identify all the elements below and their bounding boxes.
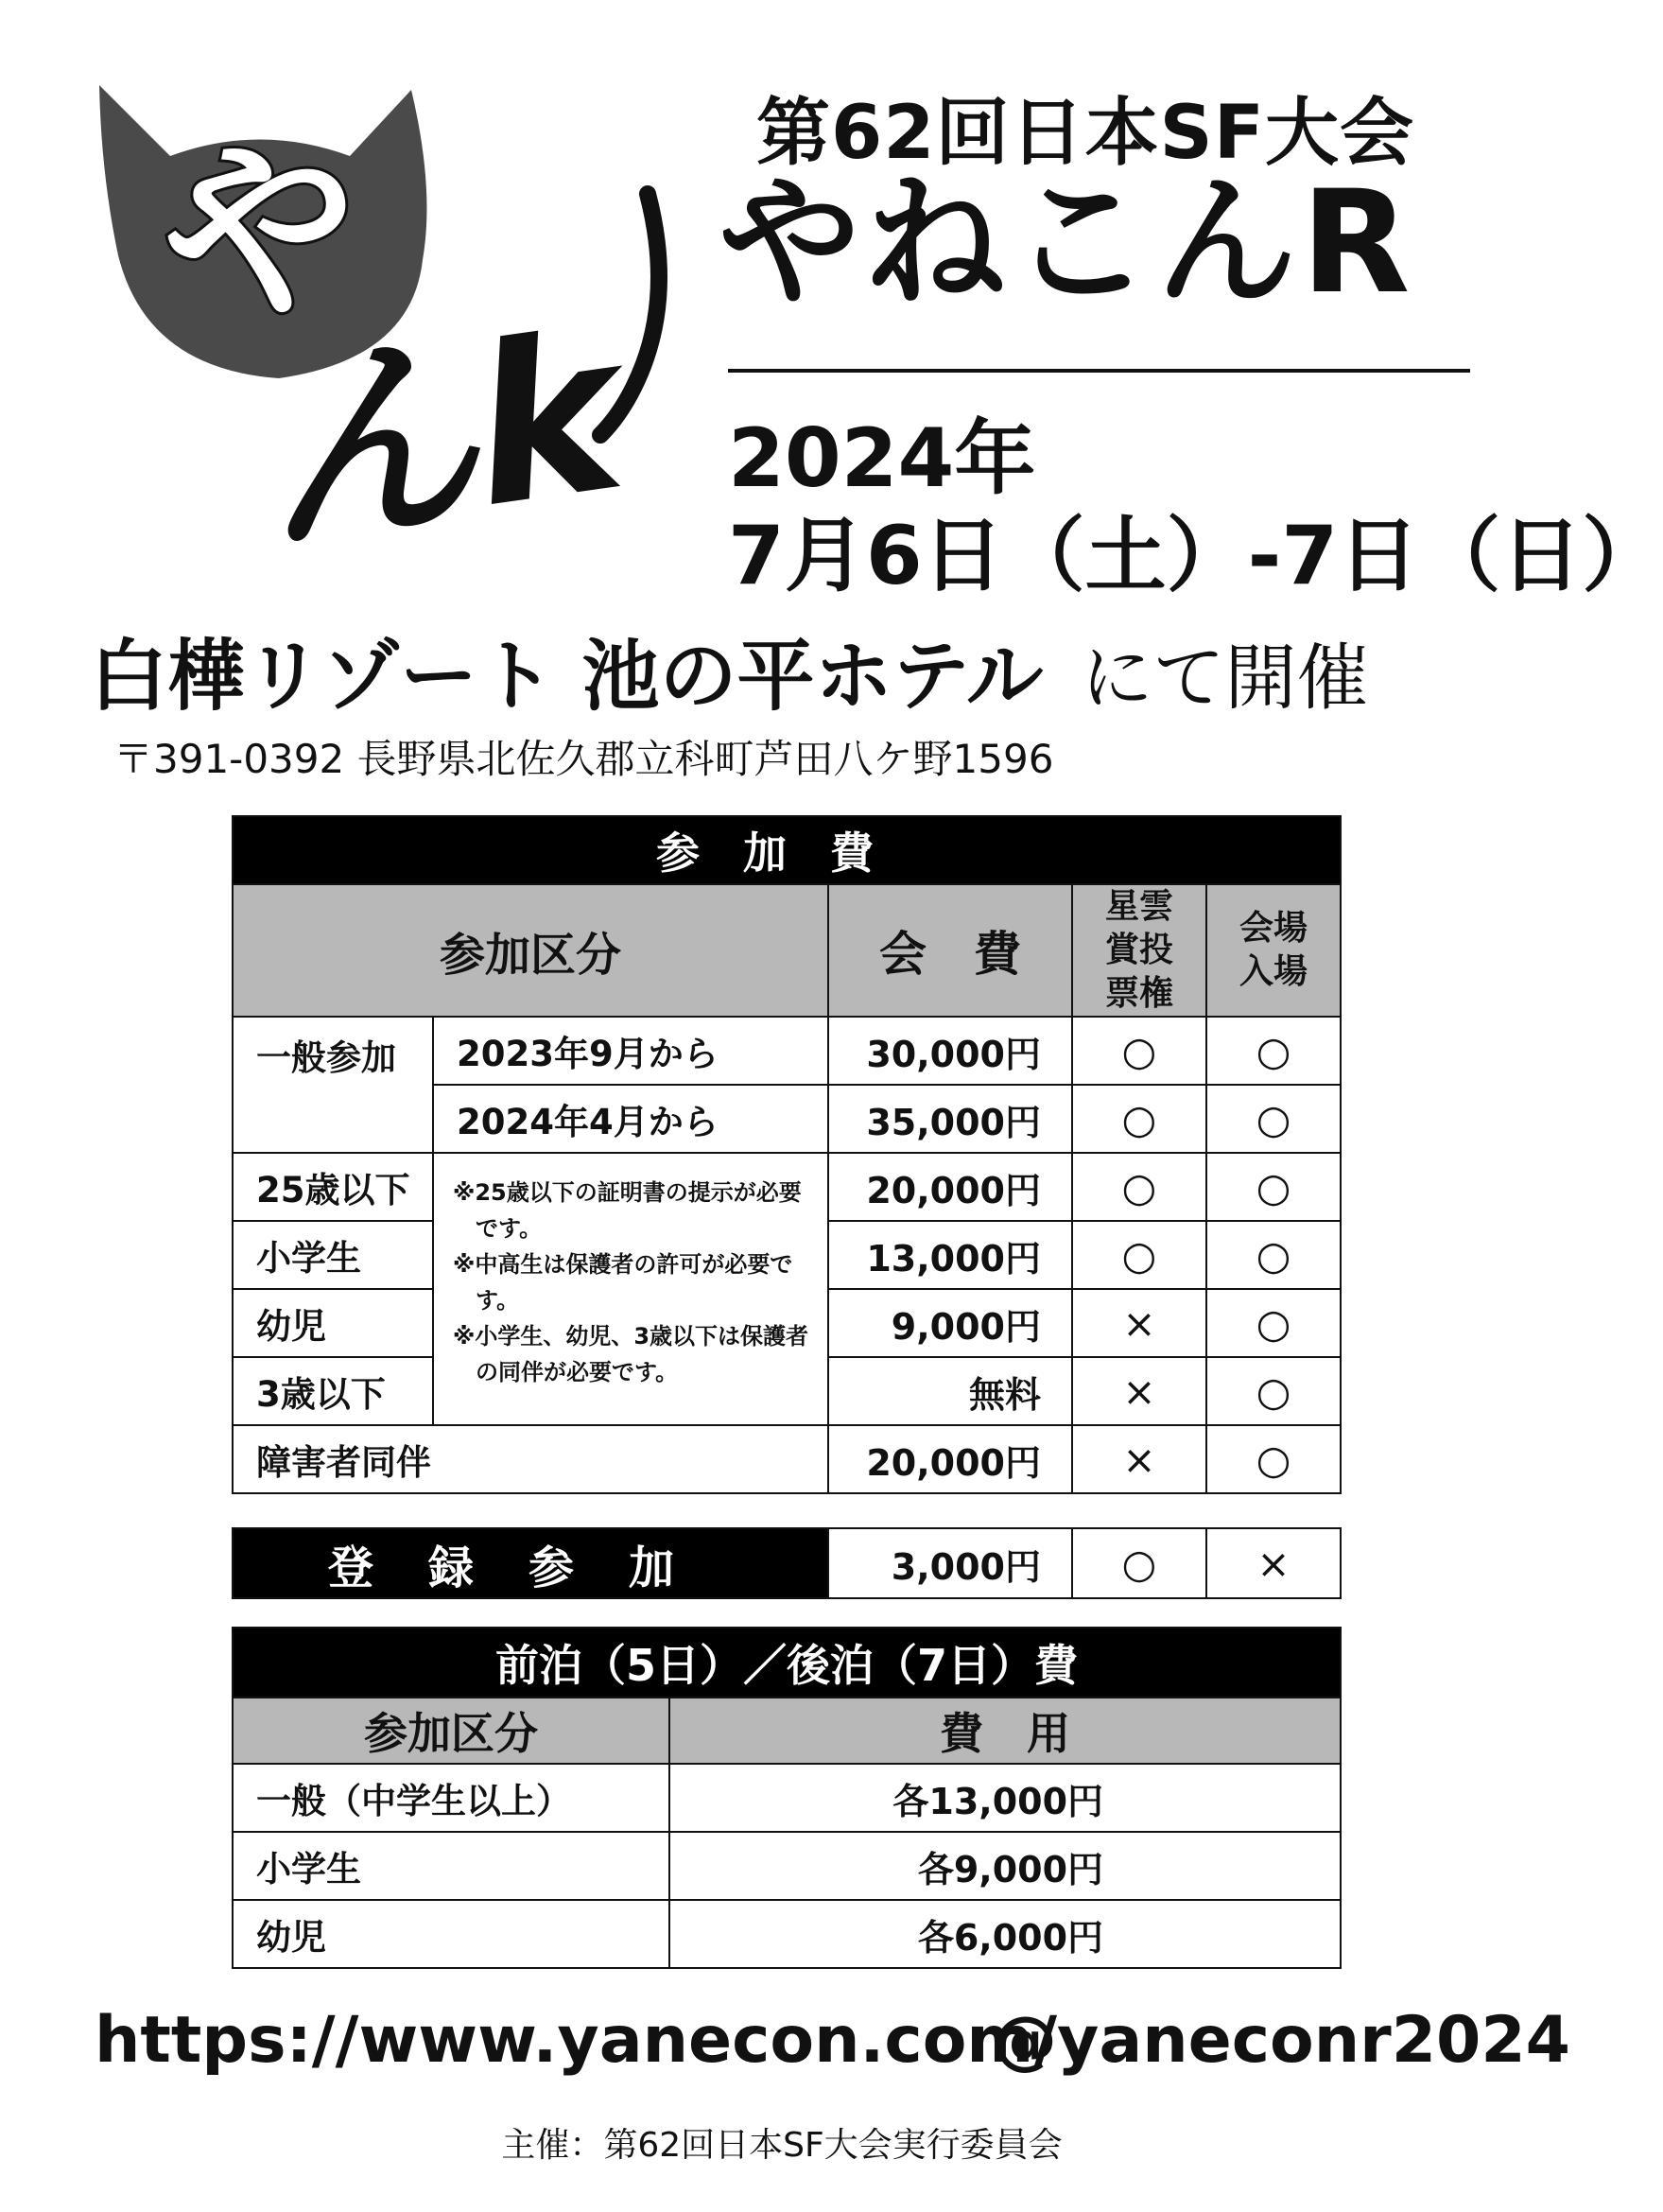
website-url[interactable]: https://www.yanecon.com/	[95, 2003, 1058, 2078]
row-label: 小学生	[233, 1832, 669, 1900]
row-label: 一般（中学生以上）	[233, 1764, 669, 1832]
table-row	[233, 1832, 1341, 1900]
vote-mark: ○	[1072, 1017, 1206, 1085]
venue-mark: ○	[1206, 1425, 1341, 1493]
header-venue: 会場入場	[1206, 884, 1341, 1017]
note-item: ※25歳以下の証明書の提示が必要です。	[453, 1179, 802, 1242]
stay-header-category: 参加区分	[233, 1698, 669, 1764]
registration-fee: 3,000円	[828, 1528, 1072, 1598]
header-fee: 会 費	[828, 884, 1072, 1017]
venue-address: 〒391-0392 長野県北佐久郡立科町芦田八ケ野1596	[113, 736, 1054, 782]
row-fee: 13,000円	[828, 1221, 1072, 1289]
venue-suffix: にて開催	[1081, 636, 1369, 720]
event-subtitle: 第62回日本SF大会	[756, 91, 1415, 176]
row-label: 障害者同伴	[233, 1425, 828, 1493]
venue-mark: ○	[1206, 1221, 1341, 1289]
row-fee: 20,000円	[828, 1425, 1072, 1493]
vote-mark: ○	[1072, 1153, 1206, 1221]
event-year: 2024年	[728, 411, 1036, 506]
venue-mark: ○	[1206, 1153, 1341, 1221]
vote-mark: ×	[1072, 1425, 1206, 1493]
general-label: 一般参加	[233, 1017, 433, 1153]
row-fee: 20,000円	[828, 1153, 1072, 1221]
vote-mark: ○	[1072, 1085, 1206, 1153]
notes-cell	[433, 1153, 828, 1425]
vote-mark: ×	[1072, 1357, 1206, 1425]
row-fee: 無料	[828, 1357, 1072, 1425]
table-row	[233, 1153, 1341, 1221]
logo-text-top: や	[140, 98, 384, 367]
row-label: 2023年9月から	[433, 1017, 828, 1085]
fee-table	[232, 815, 1342, 1494]
row-fee: 30,000円	[828, 1017, 1072, 1085]
registration-label: 登録参加	[233, 1528, 828, 1598]
row-fee: 各13,000円	[669, 1764, 1341, 1832]
vote-mark: ○	[1072, 1528, 1206, 1598]
venue-name: 白樺リゾート 池の平ホテル	[90, 632, 1044, 722]
stay-header-fee: 費 用	[669, 1698, 1341, 1764]
venue-line	[90, 615, 1368, 725]
logo-text-bottom: んk	[241, 286, 636, 587]
row-fee: 各9,000円	[669, 1832, 1341, 1900]
row-fee: 35,000円	[828, 1085, 1072, 1153]
title-divider	[728, 369, 1470, 373]
note-item: ※小学生、幼児、3歳以下は保護者の同伴が必要です。	[453, 1323, 809, 1385]
table-row	[233, 1017, 1341, 1085]
row-fee: 9,000円	[828, 1289, 1072, 1357]
header-vote: 星雲賞投票権	[1072, 884, 1206, 1017]
row-label: 2024年4月から	[433, 1085, 828, 1153]
event-title: やねこんR	[719, 161, 1414, 325]
row-label: 幼児	[233, 1900, 669, 1968]
yanecon-logo	[90, 85, 695, 587]
table-row	[233, 1764, 1341, 1832]
venue-mark: ○	[1206, 1357, 1341, 1425]
row-label: 幼児	[233, 1289, 433, 1357]
social-handle[interactable]: @yaneconr2024	[993, 2003, 1570, 2078]
registration-table	[232, 1527, 1342, 1599]
row-label: 3歳以下	[233, 1357, 433, 1425]
row-label: 小学生	[233, 1221, 433, 1289]
stay-table-title: 前泊（5日）／後泊（7日）費	[233, 1628, 1341, 1698]
venue-mark: ○	[1206, 1289, 1341, 1357]
note-item: ※中高生は保護者の許可が必要です。	[453, 1251, 793, 1314]
row-label: 25歳以下	[233, 1153, 433, 1221]
row-fee: 各6,000円	[669, 1900, 1341, 1968]
venue-mark: ○	[1206, 1017, 1341, 1085]
vote-mark: ×	[1072, 1289, 1206, 1357]
venue-mark: ○	[1206, 1085, 1341, 1153]
organizer-credit: 主催：第62回日本SF大会実行委員会	[501, 2126, 1063, 2165]
venue-mark: ×	[1206, 1528, 1341, 1598]
fee-table-title: 参加費	[233, 816, 1341, 884]
header-category: 参加区分	[233, 884, 828, 1017]
table-row	[233, 1528, 1341, 1598]
footer-links	[95, 2003, 1570, 2078]
table-row	[233, 1425, 1341, 1493]
table-row	[233, 1900, 1341, 1968]
event-dates: 7月6日（土）-7日（日）	[728, 509, 1663, 603]
stay-fee-table	[232, 1627, 1342, 1969]
vote-mark: ○	[1072, 1221, 1206, 1289]
